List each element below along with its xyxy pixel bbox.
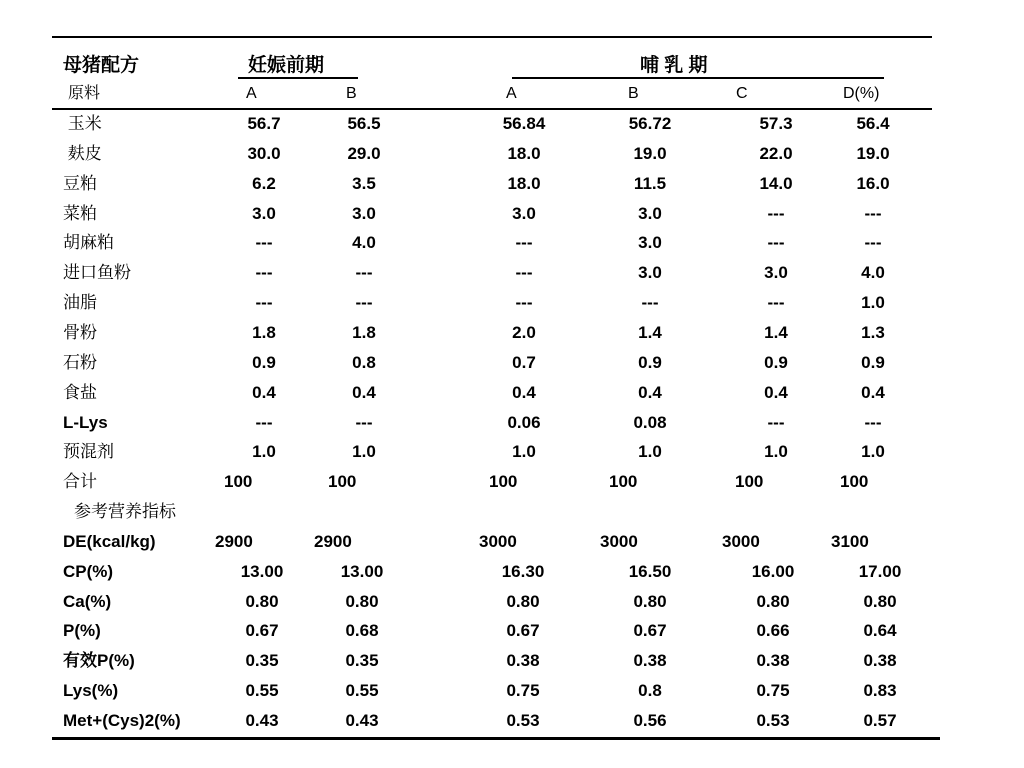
table-cell: --- bbox=[255, 293, 273, 313]
table-cell: --- bbox=[355, 412, 373, 432]
table-cell: 30.0 bbox=[247, 143, 281, 163]
table-cell: 18.0 bbox=[507, 143, 541, 163]
table-cell: 1.3 bbox=[861, 322, 885, 342]
table-cell: 100 bbox=[328, 472, 357, 492]
table-cell: 0.75 bbox=[506, 681, 540, 700]
table-cell: --- bbox=[515, 233, 533, 253]
row-label: P(%) bbox=[63, 621, 101, 641]
table-cell: 100 bbox=[840, 472, 869, 492]
table-cell: 1.4 bbox=[764, 322, 788, 342]
table-cell: 0.67 bbox=[506, 621, 540, 641]
table-cell: 0.8 bbox=[638, 681, 662, 700]
table-cell: 6.2 bbox=[252, 173, 276, 193]
gestation-underline bbox=[238, 77, 358, 79]
table-cell: 0.7 bbox=[512, 352, 536, 372]
row-label: 豆粕 bbox=[63, 173, 97, 193]
table-cell: 19.0 bbox=[633, 143, 667, 163]
row-label: 石粉 bbox=[63, 352, 97, 372]
table-cell: 0.80 bbox=[345, 591, 379, 611]
table-cell: 56.7 bbox=[247, 114, 281, 133]
row-label: 骨粉 bbox=[63, 322, 97, 342]
table-cell: 0.38 bbox=[756, 651, 790, 671]
table-cell: 0.4 bbox=[512, 382, 536, 402]
row-label: 菜粕 bbox=[63, 203, 97, 223]
row-label: 进口鱼粉 bbox=[63, 263, 131, 283]
table-cell: 1.8 bbox=[352, 322, 376, 342]
table-cell: 1.0 bbox=[861, 293, 885, 313]
column-header: A bbox=[246, 85, 257, 102]
table-cell: 0.67 bbox=[633, 621, 667, 641]
table-cell: 0.9 bbox=[252, 352, 276, 372]
table-cell: 0.80 bbox=[245, 591, 279, 611]
table-cell: 0.8 bbox=[352, 352, 376, 372]
table-cell: 16.0 bbox=[856, 173, 890, 193]
table-cell: 16.30 bbox=[501, 561, 545, 581]
table-cell: 2900 bbox=[314, 532, 352, 551]
table-cell: 3.0 bbox=[638, 263, 662, 283]
table-cell: 0.66 bbox=[756, 621, 790, 641]
table-cell: --- bbox=[355, 293, 373, 313]
table-cell: 3100 bbox=[831, 532, 869, 551]
table-cell: --- bbox=[767, 203, 785, 223]
table-cell: 56.84 bbox=[502, 114, 546, 133]
table-cell: --- bbox=[255, 233, 273, 253]
table-cell: 13.00 bbox=[240, 561, 284, 581]
table-cell: 56.72 bbox=[628, 114, 672, 133]
table-cell: 0.55 bbox=[345, 681, 379, 700]
table-cell: 19.0 bbox=[856, 143, 890, 163]
table-cell: 0.64 bbox=[863, 621, 897, 641]
table-cell: 3.0 bbox=[352, 203, 376, 223]
table-cell: --- bbox=[864, 233, 882, 253]
table-cell: 0.9 bbox=[638, 352, 662, 372]
table-cell: 0.35 bbox=[245, 651, 279, 671]
table-cell: 0.55 bbox=[245, 681, 279, 700]
table-cell: 0.57 bbox=[863, 710, 897, 730]
table-cell: 2900 bbox=[215, 532, 253, 551]
table-cell: 100 bbox=[735, 472, 764, 492]
row-label: 麸皮 bbox=[63, 143, 102, 163]
table-cell: --- bbox=[767, 412, 785, 432]
row-label: 合计 bbox=[63, 472, 97, 492]
table-cell: 0.67 bbox=[245, 621, 279, 641]
table-cell: 4.0 bbox=[861, 263, 885, 283]
table-cell: 100 bbox=[489, 472, 518, 492]
row-label: L-Lys bbox=[63, 412, 108, 432]
table-cell: 3000 bbox=[600, 532, 638, 551]
table-cell: 3.0 bbox=[512, 203, 536, 223]
table-cell: 0.4 bbox=[638, 382, 662, 402]
bottom-rule bbox=[52, 737, 940, 740]
row-label: 预混剂 bbox=[63, 442, 114, 462]
group-header-lactation: 哺 乳 期 bbox=[640, 55, 708, 76]
table-cell: 2.0 bbox=[512, 322, 536, 342]
table-cell: 0.43 bbox=[245, 710, 279, 730]
table-cell: 14.0 bbox=[759, 173, 793, 193]
table-cell: --- bbox=[864, 203, 882, 223]
table-cell: 100 bbox=[609, 472, 638, 492]
table-cell: 100 bbox=[224, 472, 253, 492]
row-label: CP(%) bbox=[63, 561, 114, 581]
table-cell: --- bbox=[767, 293, 785, 313]
row-label: 胡麻粕 bbox=[63, 233, 114, 253]
table-cell: 1.0 bbox=[764, 442, 788, 462]
table-cell: 0.75 bbox=[756, 681, 790, 700]
table-cell: --- bbox=[515, 263, 533, 283]
table-cell: 57.3 bbox=[759, 114, 793, 133]
table-cell: 13.00 bbox=[340, 561, 384, 581]
table-cell: 16.00 bbox=[751, 561, 795, 581]
column-header: B bbox=[346, 85, 357, 102]
table-cell: 0.08 bbox=[633, 412, 667, 432]
table-cell: 17.00 bbox=[858, 561, 902, 581]
table-cell: 18.0 bbox=[507, 173, 541, 193]
row-label: DE(kcal/kg) bbox=[63, 532, 156, 551]
table-cell: 0.4 bbox=[252, 382, 276, 402]
ingredient-column-label: 原料 bbox=[68, 85, 101, 102]
table-cell: 0.80 bbox=[506, 591, 540, 611]
table-cell: --- bbox=[767, 233, 785, 253]
table-cell: 0.80 bbox=[633, 591, 667, 611]
lactation-underline bbox=[512, 77, 884, 79]
table-cell: 0.38 bbox=[863, 651, 897, 671]
table-cell: 1.0 bbox=[352, 442, 376, 462]
table-cell: 3.0 bbox=[638, 233, 662, 253]
column-header: D(%) bbox=[843, 85, 880, 102]
column-header: A bbox=[506, 85, 517, 102]
row-label: 玉米 bbox=[63, 114, 102, 133]
table-cell: 3.0 bbox=[764, 263, 788, 283]
table-title: 母猪配方 bbox=[63, 55, 140, 76]
table-cell: 0.43 bbox=[345, 710, 379, 730]
nutrition-heading: 参考营养指标 bbox=[74, 502, 176, 521]
table-cell: --- bbox=[255, 263, 273, 283]
row-label: Ca(%) bbox=[63, 591, 112, 611]
table-cell: 1.0 bbox=[252, 442, 276, 462]
table-cell: 29.0 bbox=[347, 143, 381, 163]
table-cell: 3000 bbox=[722, 532, 760, 551]
table-cell: 0.4 bbox=[764, 382, 788, 402]
table-cell: 0.9 bbox=[764, 352, 788, 372]
table-cell: 0.4 bbox=[861, 382, 885, 402]
table-cell: 4.0 bbox=[352, 233, 376, 253]
table-cell: 0.38 bbox=[506, 651, 540, 671]
table-cell: 56.5 bbox=[347, 114, 381, 133]
table-cell: --- bbox=[355, 263, 373, 283]
table-cell: 22.0 bbox=[759, 143, 793, 163]
column-header: B bbox=[628, 85, 639, 102]
top-rule bbox=[52, 36, 932, 38]
table-cell: 3000 bbox=[479, 532, 517, 551]
table-cell: 0.80 bbox=[756, 591, 790, 611]
header-rule bbox=[52, 108, 932, 110]
table-cell: 0.68 bbox=[345, 621, 379, 641]
table-cell: 56.4 bbox=[856, 114, 890, 133]
table-cell: 11.5 bbox=[633, 173, 667, 193]
table-cell: 0.35 bbox=[345, 651, 379, 671]
row-label: Met+(Cys)2(%) bbox=[63, 710, 181, 730]
table-cell: 0.83 bbox=[863, 681, 897, 700]
table-cell: 0.53 bbox=[506, 710, 540, 730]
table-cell: --- bbox=[255, 412, 273, 432]
row-label: Lys(%) bbox=[63, 681, 119, 700]
table-cell: 1.4 bbox=[638, 322, 662, 342]
table-cell: 1.8 bbox=[252, 322, 276, 342]
table-cell: 0.53 bbox=[756, 710, 790, 730]
table-cell: 3.0 bbox=[638, 203, 662, 223]
table-cell: 0.38 bbox=[633, 651, 667, 671]
table-cell: 0.9 bbox=[861, 352, 885, 372]
table-cell: 3.0 bbox=[252, 203, 276, 223]
table-cell: 0.80 bbox=[863, 591, 897, 611]
table-cell: 1.0 bbox=[861, 442, 885, 462]
table-cell: --- bbox=[641, 293, 659, 313]
table-cell: 3.5 bbox=[352, 173, 376, 193]
table-cell: 16.50 bbox=[628, 561, 672, 581]
column-header: C bbox=[736, 85, 748, 102]
table-cell: --- bbox=[864, 412, 882, 432]
table-cell: 1.0 bbox=[638, 442, 662, 462]
table-cell: 1.0 bbox=[512, 442, 536, 462]
table-cell: 0.06 bbox=[507, 412, 541, 432]
row-label: 油脂 bbox=[63, 293, 97, 313]
table-cell: --- bbox=[515, 293, 533, 313]
group-header-gestation: 妊娠前期 bbox=[248, 55, 325, 76]
table-cell: 0.4 bbox=[352, 382, 376, 402]
row-label: 食盐 bbox=[63, 382, 97, 402]
row-label: 有效P(%) bbox=[63, 651, 135, 671]
table-cell: 0.56 bbox=[633, 710, 667, 730]
